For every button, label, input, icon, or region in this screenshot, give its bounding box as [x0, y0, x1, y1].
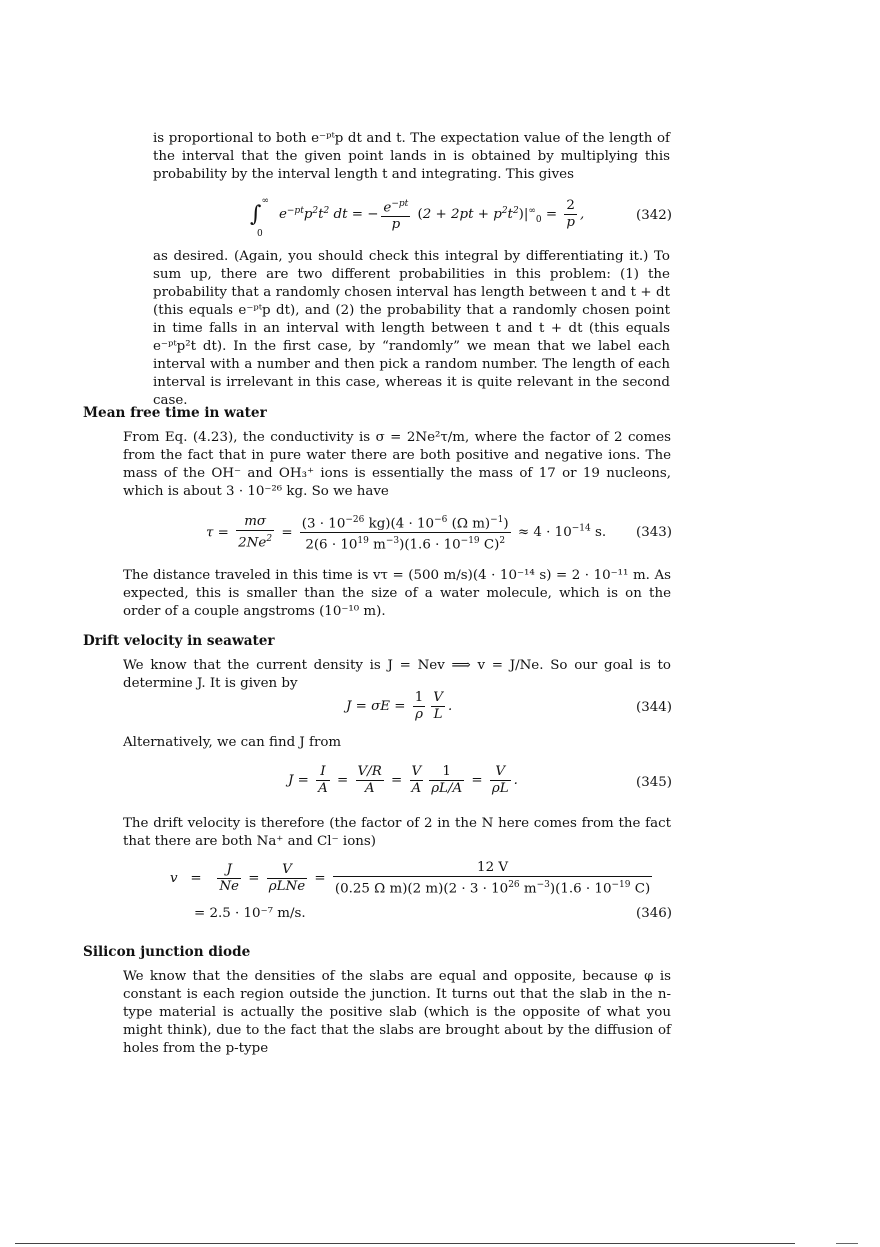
footer-rule-short: [836, 1243, 858, 1244]
paragraph-probability-intro: is proportional to both e⁻ᵖᵗp dt and t. The expectation value of the length of the interval that the given point lands in is obtained by multiplying this probability by the interval length t and integrating. This gives: [153, 131, 670, 182]
equation-342: $\int^\infty_0$ $e^{-pt}p^2t^2$ dt = − $\frac{e^{-pt}}{p}$ $(2 + 2pt + p^2t^2)|^\infty_0$ = $\frac{2}{p}$ ,: [250, 195, 585, 239]
equation-number-345: (345): [636, 775, 673, 790]
equation-345: J = $\frac{I}{A}$ = $\frac{V/R}{A}$ = $\frac{V}{A}$ $\frac{1}{\rho L/A}$ = $\frac{V}{\rho L}$ .: [288, 764, 518, 796]
equation-number-343: (343): [636, 525, 673, 540]
equation-346-line1: v = $\frac{J}{Ne}$ = $\frac{V}{\text{ρLNe}}$ = $\frac{12 V}{(0.25 \Omega m)(2 m)(2 \cdot 3 \cdot 10^{26} m^{-3})(1.6 \cdot 10^{-19} C)}$: [170, 860, 651, 897]
footer-rule: [15, 1243, 795, 1244]
equation-number-344: (344): [636, 700, 673, 715]
paragraph-conductivity: From Eq. (4.23), the conductivity is σ = 2Ne²τ/m, where the factor of 2 comes from the fact that in pure water there are both positive and negative ions. The mass of the OH⁻ and OH₃⁺ ions is essentially the mass of 17 or 19 nucleons, which is about 3 · 10⁻²⁶ kg. So we have: [123, 430, 671, 499]
equation-344: J = σE = $\frac{1}{\rho}$ $\frac{V}{L}$ .: [346, 690, 453, 722]
paragraph-distance-traveled: The distance traveled in this time is vτ = (500 m/s)(4 · 10⁻¹⁴ s) = 2 · 10⁻¹¹ m. As expected, this is smaller than the size of a water molecule, which is on the order of a couple angstroms (10⁻¹⁰ m).: [123, 568, 671, 619]
equation-number-342: (342): [636, 208, 673, 223]
section-heading-drift-velocity: Drift velocity in seawater: [83, 633, 275, 649]
paragraph-drift-velocity-therefore: The drift velocity is therefore (the factor of 2 in the N here comes from the fact that there are both Na⁺ and Cl⁻ ions): [123, 816, 671, 849]
paragraph-two-probabilities: as desired. (Again, you should check this integral by differentiating it.) To sum up, there are two different probabilities in this problem: (1) the probability that a randomly chosen interval has length between t and t + dt (this equals e⁻ᵖᵗp dt), and (2) the probability that a randomly chosen point in time falls in an interval with length between t and t + dt (this equals e⁻ᵖᵗp²t dt). In the first case, by “randomly” we mean that we label each interval with a number and then pick a random number. The length of each interval is irrelevant in this case, whereas it is quite relevant in the second case.: [153, 249, 670, 408]
section-heading-silicon-diode: Silicon junction diode: [83, 944, 251, 960]
paragraph-current-density: We know that the current density is J = Nev ⟹ v = J/Ne. So our goal is to determine J. It is given by: [123, 658, 671, 691]
paragraph-silicon-junction: We know that the densities of the slabs are equal and opposite, because φ is constant is each region outside the junction. It turns out that the slab in the n-type material is actually the positive slab (which is the opposite of what you might think), due to the fact that the slabs are brought about by the diffusion of holes from the p-type: [123, 969, 671, 1056]
equation-number-346: (346): [636, 906, 673, 921]
equation-343: τ = $\frac{m\sigma}{2Ne^2}$ = $\frac{(3 \cdot 10^{-26} kg)(4 \cdot 10^{-6} (\Omega m)^{-1})}{2(6 \cdot 10^{19} m^{-3})(1.6 \cdot 10^{-19} C)^2}$ ≈ $4 \cdot 10^{-14}$ s.: [206, 512, 606, 554]
paragraph-alternatively: Alternatively, we can find J from: [123, 735, 342, 750]
equation-346-line2: = 2.5 · 10⁻⁷ m/s.: [194, 906, 306, 921]
section-heading-mean-free-time: Mean free time in water: [83, 405, 267, 421]
